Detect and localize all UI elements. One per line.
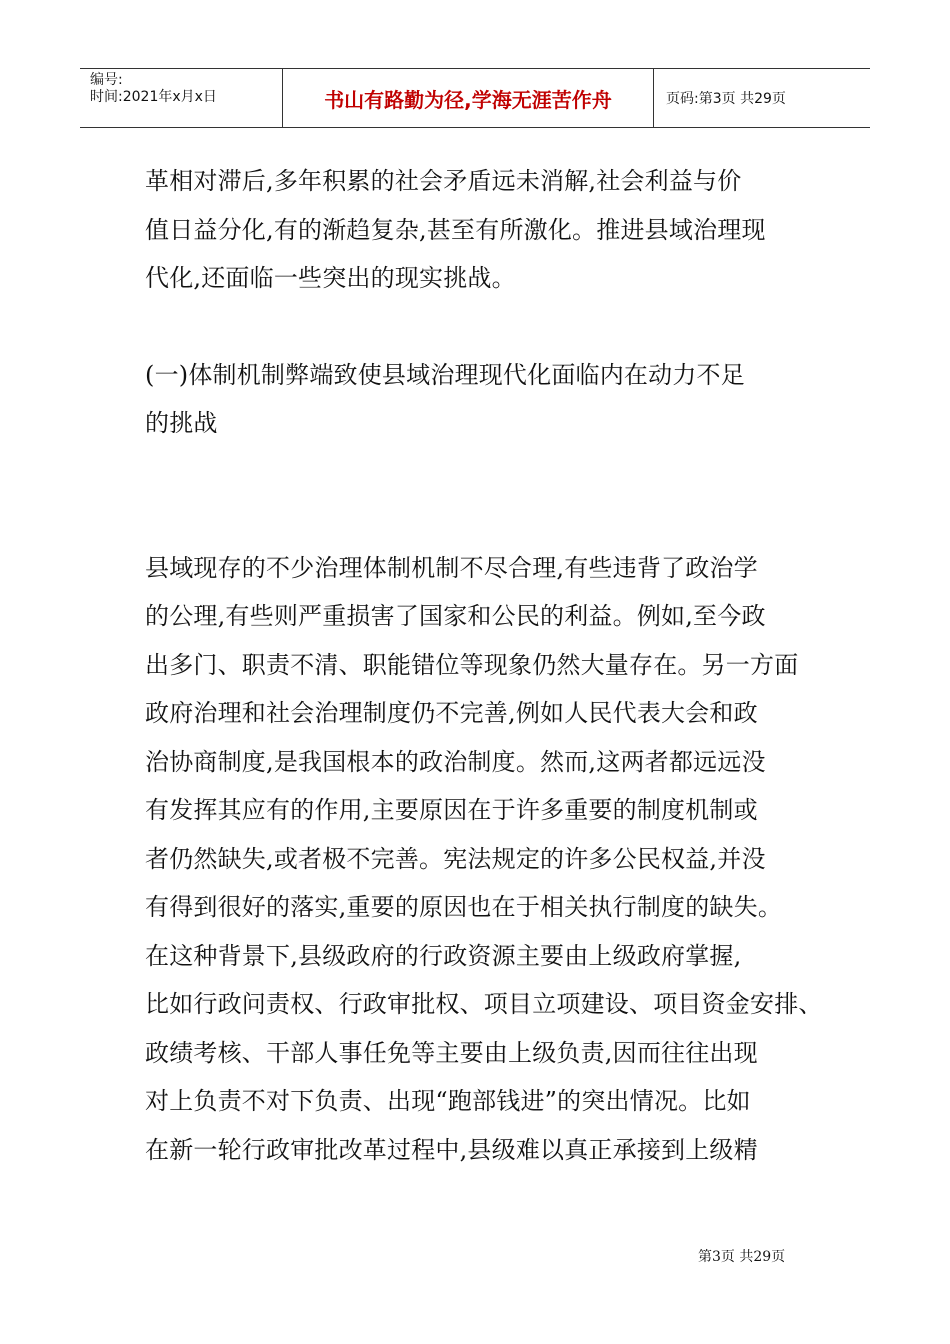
header-motto: 书山有路勤为径,学海无涯苦作舟 — [282, 69, 654, 127]
paragraph-intro: 革相对滞后,多年积累的社会矛盾远未消解,社会利益与价 值日益分化,有的渐趋复杂,甚至有所激化。推进县域治理现 代化,还面临一些突出的现实挑战。 — [145, 167, 766, 292]
section-heading: (一)体制机制弊端致使县域治理现代化面临内在动力不足 的挑战 — [145, 360, 745, 437]
page-header — [80, 68, 870, 128]
serial-number-label: 编号: — [90, 72, 123, 88]
paragraph-spacer — [145, 448, 825, 544]
header-meta — [80, 69, 282, 127]
paragraph-main: 县域现存的不少治理体制机制不尽合理,有些违背了政治学 的公理,有些则严重损害了国家和公民的利益。例如,至今政 出多门、职责不清、职能错位等现象仍然大量存在。另一方面 政府治理和社会治理制度仍不完善,例如人民代表大会和政 治协商制度,是我国根本的政治制度。然而,这两者都远远没 有发挥其应有的作用,主要原因在于许多重要的制度机制或 者仍然缺失,或者极不完善。宪法规定的许多公民权益,并没 有得到很好的落实,重要的原因也在于相关执行制度的缺失。 在这种背景下,县级政府的行政资源主要由上级政府掌握, 比如行政问责权、行政审批权、项目立项建设、项目资金安排、 政绩考核、干部人事任免等主要由上级负责,因而往往出现 对上负责不对下负责、出现“跑部钱进”的突出情况。比如 在新一轮行政审批改革过程中,县级难以真正承接到上级精 — [145, 553, 823, 1164]
document-body — [145, 157, 825, 1174]
date-label: 时间:2021年x月x日 — [90, 89, 217, 105]
header-page-info: 页码:第3页 共29页 — [666, 91, 786, 107]
page-footer: 第3页 共29页 — [698, 1249, 786, 1265]
paragraph-spacer — [145, 303, 825, 351]
